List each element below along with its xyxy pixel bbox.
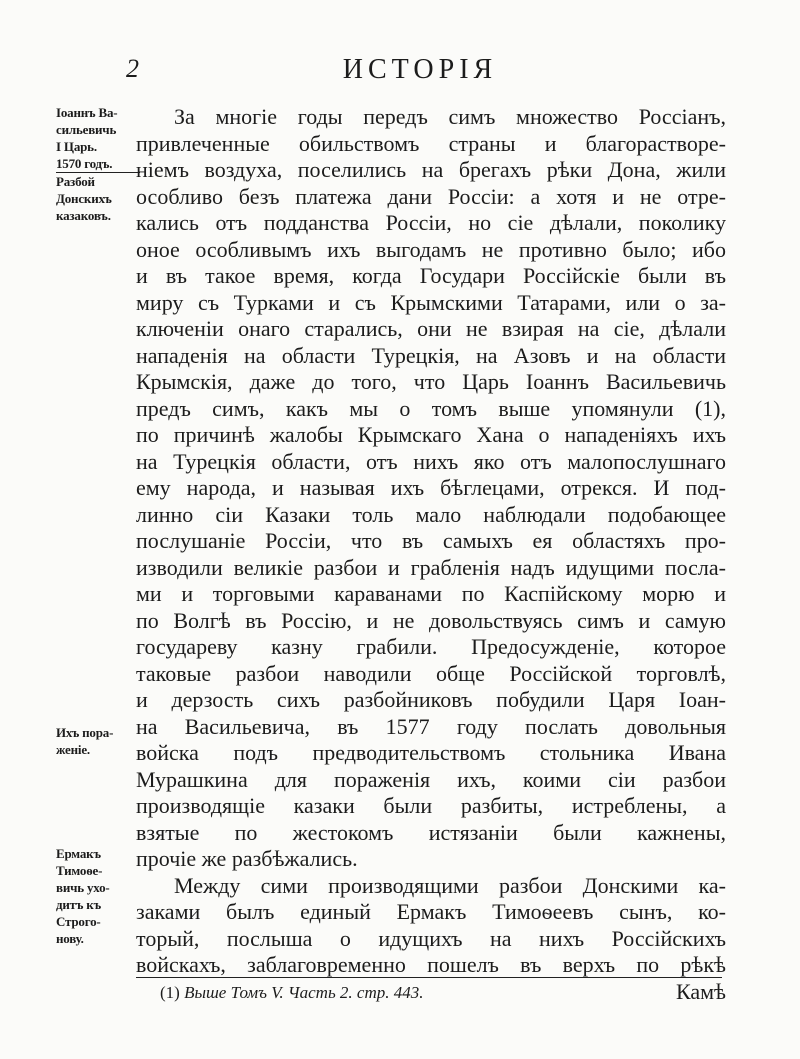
footnote-text: Выше Томъ V. Часть 2. стр. 443.: [184, 983, 424, 1002]
body-text: [136, 104, 726, 1005]
text-line: по причинѣ жалобы Крымскаго Хана о нападеніяхъ ихъ: [136, 422, 726, 447]
margin-note-line: Тимоѳе-: [56, 863, 103, 878]
margin-note-line: Донскихъ: [56, 191, 112, 206]
text-line: государеву казну грабили. Предосужденіе, которое: [136, 634, 726, 659]
footnote: [160, 983, 424, 1003]
text-line: линно сіи Казаки толь мало наблюдали подобающее: [136, 501, 726, 527]
margin-note-line: сильевичь: [56, 122, 117, 137]
footnote-rule: [136, 977, 722, 978]
margin-note-year: 1570 годъ.: [56, 155, 140, 173]
text-line: торый, послыша о идущихъ на нихъ Россійскихъ: [136, 925, 726, 951]
text-line: Мурашкина для пораженія ихъ, коими сіи разбои: [136, 766, 726, 792]
text-line: Крымскія, даже до того, что Царь Іоаннъ Васильевичь: [136, 369, 726, 394]
text-line: на Турецкія области, отъ нихъ яко отъ малопослушнаго: [136, 448, 726, 474]
text-line: ніемъ воздуха, поселились на брегахъ рѣки Дона, жили: [136, 157, 726, 182]
text-line: ми и торговыми караванами по Каспійскому морю и: [136, 581, 726, 606]
page-number: 2: [126, 54, 139, 83]
text-line: и дерзость сихъ разбойниковъ побудили Царя Іоан-: [136, 687, 726, 712]
text-line: кались отъ подданства Россіи, но сіе дѣлали, поколику: [136, 210, 726, 235]
margin-note-defeat: [56, 724, 140, 758]
text-line: Между сими производящими разбои Донскими ка-: [174, 872, 726, 898]
text-line: послушаніе Россіи, что въ самыхъ ея областяхъ про-: [136, 528, 726, 553]
text-line: войска подъ предводительствомъ стольника Ивана: [136, 740, 726, 765]
text-line: ключеніи онаго старались, они не взирая на сіе, дѣлали: [136, 316, 726, 341]
footnote-marker: (1): [160, 983, 180, 1002]
text-line: прочіе же разбѣжались.: [136, 846, 358, 871]
text-line: таковые разбои наводили обще Россійской торговлѣ,: [136, 660, 726, 686]
margin-note-line: I Царь.: [56, 139, 97, 154]
text-line: по Волгѣ въ Россію, и не довольствуясь симъ и самую: [136, 607, 726, 633]
text-line: нападенія на области Турецкія, на Азовъ и на области: [136, 342, 726, 368]
text-line: на Васильевича, въ 1577 году послать довольныя: [136, 713, 726, 739]
margin-note-line: Іоаннъ Ва-: [56, 105, 118, 120]
text-line: производящіе казаки были разбиты, истреблены, а: [136, 793, 726, 818]
running-title: ИСТОРІЯ: [342, 54, 498, 85]
margin-note-line: женіе.: [56, 742, 90, 757]
text-line: и въ такое время, когда Государи Россійскіе были въ: [136, 263, 726, 288]
text-line: войскахъ, заблаговременно пошелъ въ верхъ по рѣкѣ: [136, 952, 726, 977]
text-line: заками былъ единый Ермакъ Тимоѳеевъ сынъ, ко-: [136, 899, 726, 924]
margin-note-line: Ихъ пора-: [56, 725, 114, 740]
text-line: предъ симъ, какъ мы о томъ выше упомянули (1),: [136, 395, 726, 421]
text-line: особливо безъ платежа дани Россіи: а хотя и не отре-: [136, 183, 726, 209]
margin-note-line: казаковъ.: [56, 208, 111, 223]
margin-note-line: Разбой: [56, 174, 95, 189]
margin-note-line: Строго-: [56, 914, 101, 929]
text-line: ему народа, и называя ихъ бѣглецами, отрекся. И под-: [136, 475, 726, 500]
margin-note-line: дитъ къ: [56, 897, 101, 912]
text-line: миру съ Турками и съ Крымскими Татарами, или о за-: [136, 289, 726, 315]
margin-note-line: вичь ухо-: [56, 880, 110, 895]
text-line: оное особливымъ ихъ выгодамъ не противно было; ибо: [136, 236, 726, 262]
margin-note-line: нову.: [56, 931, 84, 946]
text-line: привлеченные обильствомъ страны и благорастворе-: [136, 130, 726, 156]
margin-note-line: Ермакъ: [56, 846, 101, 861]
margin-note-ivan-vasilievich: [56, 104, 140, 224]
text-line: изводили великіе разбои и грабленія надъ идущими посла-: [136, 554, 726, 580]
text-line: За многіе годы передъ симъ множество Россіанъ,: [174, 104, 726, 129]
text-line: взятые по жестокомъ истязаніи были кажнены,: [136, 819, 726, 845]
margin-note-ermak: [56, 845, 140, 947]
text-line: Камѣ: [675, 978, 726, 1004]
